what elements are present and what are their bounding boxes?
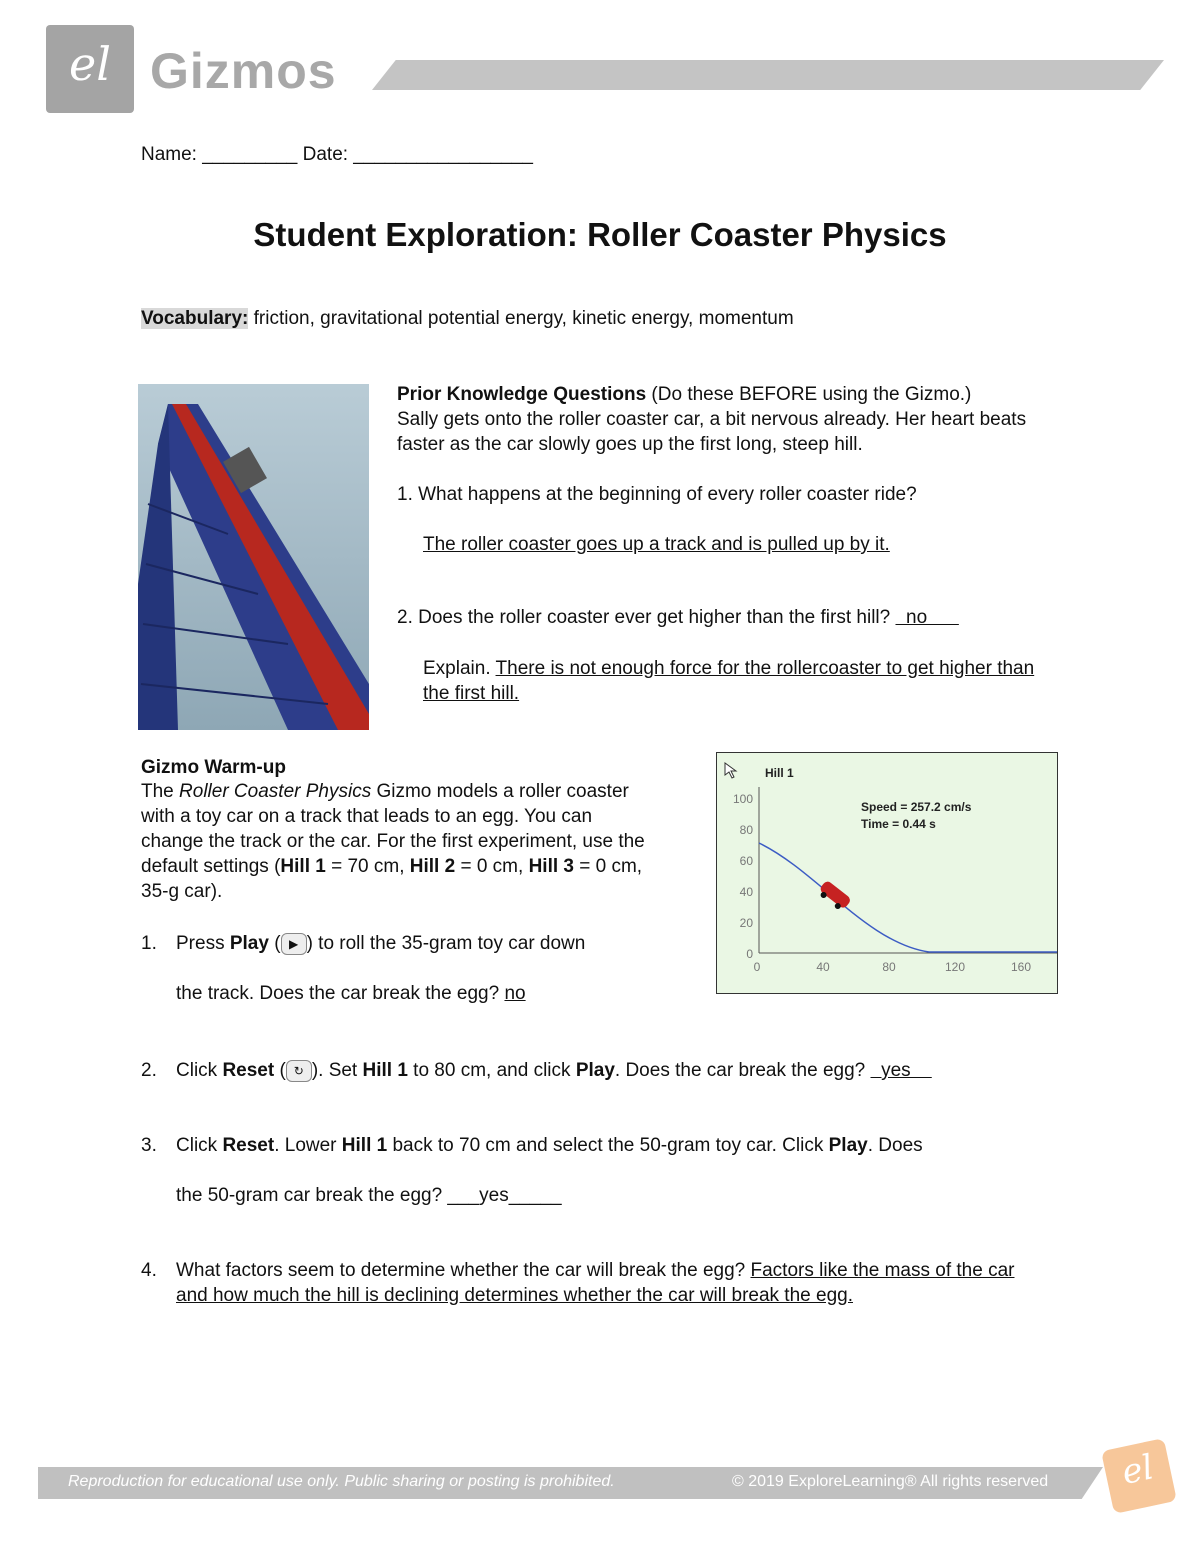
q1-text: Press	[176, 933, 230, 954]
footer-disclaimer: Reproduction for educational use only. Public sharing or posting is prohibited.	[68, 1473, 615, 1490]
sim-speed: Speed = 257.2 cm/s	[861, 800, 972, 814]
prior-q2	[397, 605, 959, 630]
warmup-text: = 0 cm,	[455, 856, 529, 877]
sim-track	[759, 843, 1057, 952]
q1-text: the track. Does the car break the egg?	[176, 983, 505, 1004]
sim-x-tick: 40	[816, 960, 830, 974]
sim-x-tick: 160	[1010, 960, 1032, 974]
warmup-q4-num: 4.	[141, 1260, 157, 1281]
brand-name: Gizmos	[150, 43, 337, 99]
hill3-label: Hill 3	[528, 856, 574, 877]
hill1-label: Hill 1	[280, 856, 326, 877]
gizmo-name: Roller Coaster Physics	[179, 781, 372, 802]
q1-text: ) to roll the 35-gram toy car down	[306, 933, 586, 954]
sim-y-tick: 20	[739, 916, 753, 930]
warmup-q1-line2	[176, 981, 526, 1006]
q1-text: (	[268, 933, 281, 954]
q2-text: . Does the car break the egg?	[614, 1060, 871, 1081]
warmup-paragraph	[141, 779, 651, 904]
prior-explain	[423, 656, 1043, 706]
hill2-label: Hill 2	[409, 856, 456, 877]
prior-a1: The roller coaster goes up a track and is pulled up by it.	[423, 534, 890, 555]
q3-text: . Lower	[274, 1135, 342, 1156]
q4-text: What factors seem to determine whether the car will break the egg?	[176, 1260, 751, 1281]
prior-a2: no	[895, 607, 959, 628]
play-label: Play	[575, 1060, 615, 1081]
reset-icon: ↻	[286, 1060, 312, 1082]
reset-label: Reset	[222, 1060, 275, 1081]
q3-text: back to 70 cm and select the 50-gram toy car. Click	[387, 1135, 829, 1156]
vocabulary-label: Vocabulary:	[141, 308, 249, 329]
warmup-text: = 70 cm,	[325, 856, 410, 877]
warmup-q2	[176, 1058, 1066, 1083]
warmup-q3	[176, 1133, 1066, 1158]
explain-label: Explain.	[423, 658, 496, 679]
warmup-q1-num: 1.	[141, 933, 157, 954]
warmup-text: Gizmo models a roller coaster with a toy car on a track that leads to an egg. You can change the track or the car. For the first experiment, use the default settings (	[141, 781, 645, 877]
warmup-heading-text: Gizmo Warm-up	[141, 757, 286, 778]
prior-intro: Sally gets onto the roller coaster car, a bit nervous already. Her heart beats faster as the car slowly goes up the first long, steep hill.	[397, 409, 1027, 455]
page-title: Student Exploration: Roller Coaster Physics	[253, 216, 947, 253]
sim-y-tick: 100	[732, 792, 753, 806]
footer-logo-text: el	[1118, 1447, 1158, 1493]
footer-logo	[1101, 1438, 1177, 1514]
sim-y-tick: 40	[739, 885, 753, 899]
q2-text: Click	[176, 1060, 223, 1081]
roller-coaster-photo	[138, 384, 369, 730]
sim-x-tick: 0	[753, 960, 761, 974]
warmup-heading	[141, 755, 286, 780]
q2-text: ). Set	[311, 1060, 363, 1081]
play-label: Play	[828, 1135, 868, 1156]
warmup-q2-num: 2.	[141, 1060, 157, 1081]
warmup-q3-num: 3.	[141, 1135, 157, 1156]
prior-q1: 1. What happens at the beginning of every roller coaster ride?	[397, 484, 917, 505]
warmup-q3-line2: the 50-gram car break the egg? ___yes_____	[176, 1185, 562, 1206]
q3-text: . Does	[867, 1135, 923, 1156]
q4-answer: Factors like the mass of the car and how much the hill is declining determines whether the car will break the egg.	[176, 1260, 1015, 1306]
sim-x-tick: 80	[882, 960, 896, 974]
vocabulary-terms: friction, gravitational potential energy, kinetic energy, momentum	[248, 308, 794, 329]
sim-y-tick: 0	[746, 947, 753, 961]
q2-text: to 80 cm, and click	[407, 1060, 576, 1081]
header-bar	[372, 60, 1164, 90]
name-date-line: Name: _________ Date: _________________	[141, 144, 533, 165]
hill1-label: Hill 1	[362, 1060, 408, 1081]
play-icon: ▶	[281, 933, 307, 955]
warmup-text: = 0 cm, 35-g car).	[141, 856, 643, 902]
warmup-q4	[176, 1258, 1051, 1308]
q3-text: Click	[176, 1135, 223, 1156]
play-label: Play	[229, 933, 269, 954]
sim-y-tick: 60	[739, 854, 753, 868]
prior-heading-line	[397, 382, 1067, 407]
prior-q2-text: 2. Does the roller coaster ever get higher than the first hill?	[397, 607, 891, 628]
gizmo-simulation-screenshot	[716, 752, 1058, 994]
prior-heading: Prior Knowledge Questions	[397, 384, 647, 405]
sim-time: Time = 0.44 s	[861, 817, 936, 831]
vocabulary-line	[141, 306, 794, 331]
q1-answer: no	[504, 983, 526, 1004]
logo-text: el	[69, 37, 111, 91]
explain-answer: There is not enough force for the rollercoaster to get higher than the first hill.	[423, 658, 1035, 704]
q2-answer: yes	[870, 1060, 932, 1081]
cursor-icon	[725, 763, 736, 778]
warmup-text: The	[141, 781, 180, 802]
sim-x-tick: 120	[944, 960, 966, 974]
hill1-label: Hill 1	[341, 1135, 388, 1156]
sim-y-tick: 80	[739, 823, 753, 837]
reset-label: Reset	[222, 1135, 275, 1156]
footer-copyright: © 2019 ExploreLearning® All rights reserved	[732, 1473, 1049, 1490]
q2-text: (	[274, 1060, 286, 1081]
warmup-q1	[176, 931, 585, 956]
sim-hill-label: Hill 1	[765, 766, 794, 780]
prior-heading-note: (Do these BEFORE using the Gizmo.)	[646, 384, 972, 405]
gizmos-logo	[46, 25, 134, 113]
